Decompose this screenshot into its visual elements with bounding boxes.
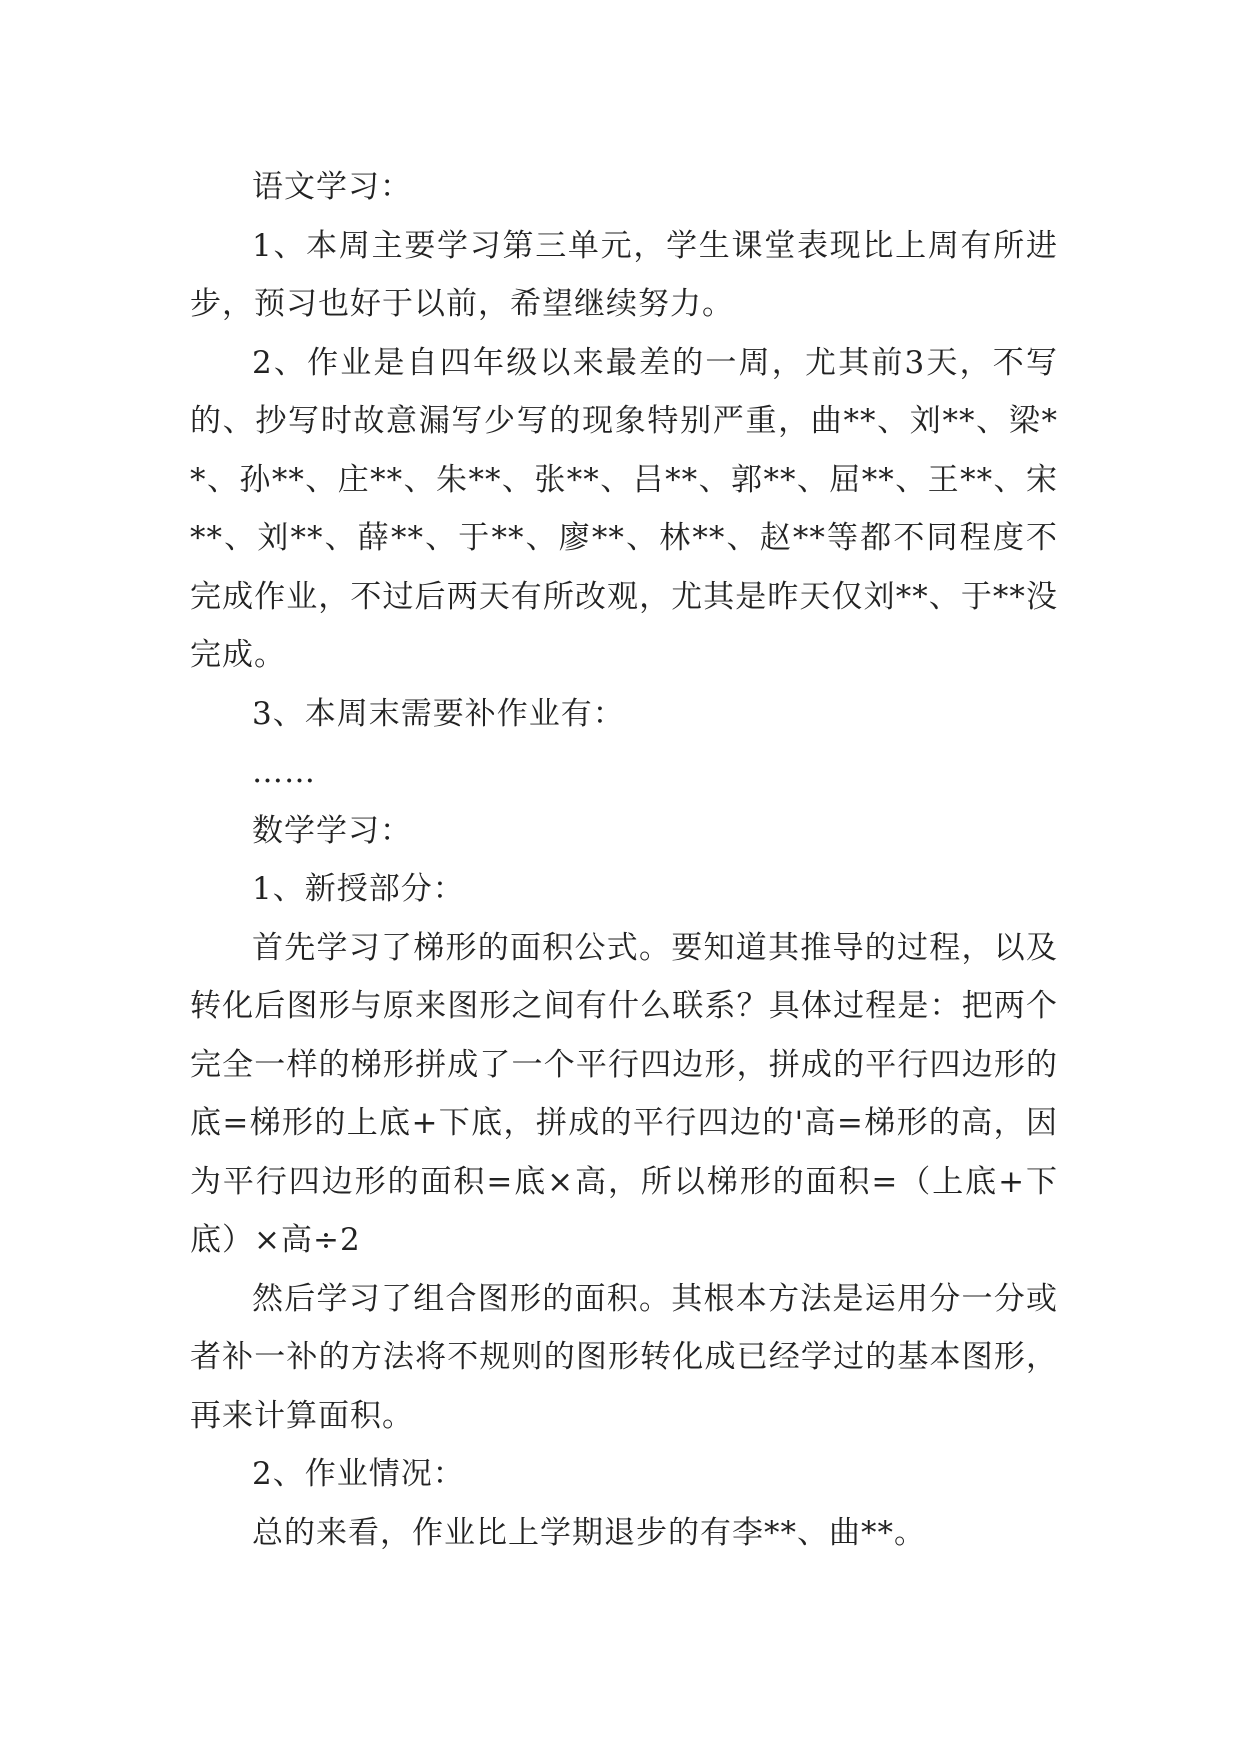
chinese-study-heading: 语文学习： <box>252 169 412 205</box>
math-item-1-heading: 1、新授部分： <box>252 871 465 907</box>
document-body <box>190 158 1058 1562</box>
chinese-item-3: 3、本周末需要补作业有： <box>252 695 625 732</box>
ellipsis-line: …… <box>252 754 316 790</box>
math-item-2-heading: 2、作业情况： <box>252 1456 465 1492</box>
chinese-item-2: 2、作业是自四年级以来最差的一周，尤其前3天，不写的、抄写时故意漏写少写的现象特别严重，曲**、刘**、梁**、孙**、庄**、朱**、张**、吕**、郭**、屈**、王**、宋**、刘**、薛**、于**、廖**、林**、赵**等都不同程度不完成作业，不过后两天有所改观，尤其是昨天仅刘**、于**没完成。 <box>190 344 1058 673</box>
trapezoid-area-paragraph: 首先学习了梯形的面积公式。要知道其推导的过程，以及转化后图形与原来图形之间有什么联系？具体过程是：把两个完全一样的梯形拼成了一个平行四边形，拼成的平行四边形的底=梯形的上底+下底，拼成的平行四边的'高=梯形的高，因为平行四边形的面积=底×高，所以梯形的面积=（上底+下底）×高÷2 <box>190 929 1058 1258</box>
composite-area-paragraph: 然后学习了组合图形的面积。其根本方法是运用分一分或者补一补的方法将不规则的图形转化成已经学过的基本图形，再来计算面积。 <box>190 1280 1058 1434</box>
chinese-item-1: 1、本周主要学习第三单元，学生课堂表现比上周有所进步，预习也好于以前，希望继续努力。 <box>190 227 1058 322</box>
homework-summary-paragraph: 总的来看，作业比上学期退步的有李**、曲**。 <box>252 1514 926 1551</box>
math-study-heading: 数学学习： <box>252 812 412 849</box>
